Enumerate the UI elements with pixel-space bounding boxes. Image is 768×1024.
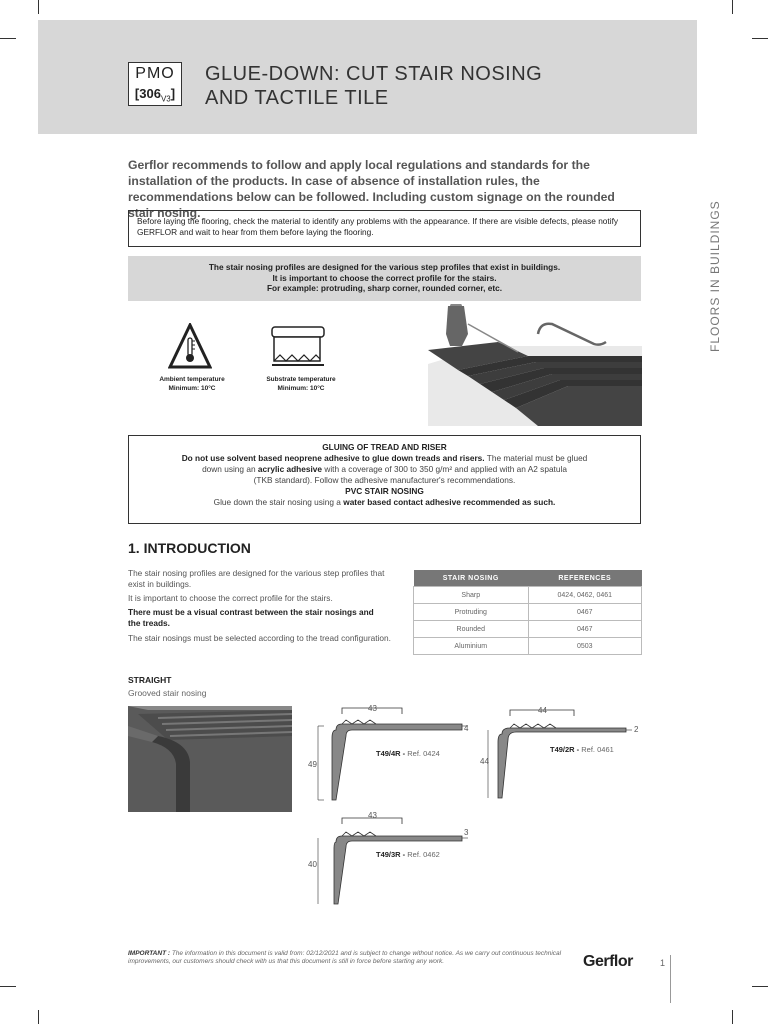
info-line3: For example: protruding, sharp corner, rounded corner, etc. [266,283,503,293]
info-line2: It is important to choose the correct profile for the stairs. [272,272,497,283]
info-line1: The stair nosing profiles are designed for the various step profiles that exist in buildings. [208,262,561,272]
dimension-thickness: 2 [634,725,639,734]
intro-p1: The stair nosing profiles are designed for the various step profiles that exist in buildings. [128,568,385,589]
table-header-row [414,570,642,587]
gluing-box [128,435,641,524]
pvc-bold: water based contact adhesive recommended as such. [343,497,556,507]
crop-mark [752,986,768,987]
document-code-box [128,62,182,106]
gluing-heading: GLUING OF TREAD AND RISER [322,442,447,452]
ambient-label [152,375,232,393]
dimension-width: 43 [368,704,377,713]
profile-code: T49/4R - [376,749,408,758]
crop-mark [732,1010,733,1024]
important-notice [128,950,568,966]
table-cell: Sharp [414,587,529,604]
table-row [414,587,642,604]
table-cell: Protruding [414,604,529,621]
crop-mark [38,1010,39,1024]
crop-mark [0,38,16,39]
gluing-line1 [129,453,640,464]
references-table [413,570,642,655]
table-cell: 0467 [528,621,641,638]
staircase-illustration [428,304,642,426]
grooved-subheading: Grooved stair nosing [128,688,207,698]
important-text: The information in this document is valid from: 02/12/2021 and is subject to change without notice. As we carry out continuous technical improvements, our customers should check with us that this document is still in force before starting any work. [128,950,562,965]
pvc-text: Glue down the stair nosing using a [213,497,344,507]
footer-divider [670,955,671,1003]
substrate-value: Minimum: 10°C [277,385,325,392]
gluing-bold: Do not use solvent based neoprene adhesive to glue down treads and risers. [181,453,485,463]
gluing-text1: The material must be glued [484,453,588,463]
pvc-line [129,497,640,508]
profile-code: T49/3R - [376,850,408,859]
profile-label [376,850,440,859]
profile-ref: Ref. 0462 [407,850,440,859]
substrate-label [258,375,344,393]
code-number: 306 [139,86,161,101]
table-row [414,621,642,638]
table-header: REFERENCES [528,570,641,587]
crop-mark [732,0,733,14]
table-cell: 0467 [528,604,641,621]
intro-p3: There must be a visual contrast between the stair nosings and the treads. [128,607,374,628]
profile-label [376,749,440,758]
side-label-text: FLOORS IN BUILDINGS [708,200,722,352]
profile-diagram-t49-3r [312,812,472,908]
dimension-height: 49 [308,760,317,769]
gluing-acrylic: acrylic adhesive [257,464,323,474]
profile-code: T49/2R - [550,745,582,754]
table-cell: 0503 [528,638,641,655]
gluing-text3: with a coverage of 300 to 350 g/m² and applied with an A2 spatula [322,464,567,474]
gluing-text4: (TKB standard). Follow the adhesive manufacturer's recommendations. [253,475,516,485]
straight-heading: STRAIGHT [128,675,172,685]
dimension-thickness: 4 [464,724,469,733]
gluing-text2: down using an [202,464,258,474]
title-line1: GLUE-DOWN: CUT STAIR NOSING [205,63,543,85]
dimension-width: 43 [368,811,377,820]
table-cell: Aluminium [414,638,529,655]
side-label [700,200,724,360]
profile-ref: Ref. 0461 [581,745,614,754]
table-cell: 0424, 0462, 0461 [528,587,641,604]
important-label: IMPORTANT : [128,950,171,957]
code-version: V3 [160,94,171,104]
table-row [414,638,642,655]
intro-p4: The stair nosings must be selected according to the tread configuration. [128,633,391,643]
thermometer-warning-icon [168,323,212,371]
dimension-width: 44 [538,706,547,715]
substrate-label-text: Substrate temperature [266,376,336,383]
ambient-value: Minimum: 10°C [168,385,216,392]
page-title [205,62,605,110]
intro-p2: It is important to choose the correct profile for the stairs. [128,593,333,603]
ambient-label-text: Ambient temperature [159,376,225,383]
dimension-height: 44 [480,757,489,766]
table-cell: Rounded [414,621,529,638]
code-line2: $[306_{V3}]$ [134,86,176,104]
dimension-height: 40 [308,860,317,869]
profile-label [550,745,614,754]
dimension-thickness: 3 [464,828,469,837]
section-heading: 1. INTRODUCTION [128,540,251,556]
crop-mark [752,38,768,39]
crop-mark [38,0,39,14]
crop-mark [0,986,16,987]
intro-paragraph: Gerflor recommends to follow and apply local regulations and standards for the installation of the products. In case of absence of installation rules, the recommendations below can be followed. Including custom signage on the rounded stair nosing. [128,158,615,220]
code-line1: PMO [135,65,175,82]
gerflor-logo: Gerflor [583,953,633,970]
gluing-line2 [129,464,640,475]
substrate-floor-icon [268,325,328,371]
pvc-heading: PVC STAIR NOSING [345,486,424,496]
stair-nosing-render [128,706,292,812]
table-header: STAIR NOSING [414,570,529,587]
warning-box: Before laying the flooring, check the material to identify any problems with the appearance. If there are visible defects, please notify GERFLOR and wait to hear from them before laying the flooring. [128,210,641,247]
title-line2: AND TACTILE TILE [205,87,389,109]
info-grey-box [128,256,641,301]
profile-ref: Ref. 0424 [407,749,440,758]
page-number: 1 [660,958,666,968]
table-row [414,604,642,621]
